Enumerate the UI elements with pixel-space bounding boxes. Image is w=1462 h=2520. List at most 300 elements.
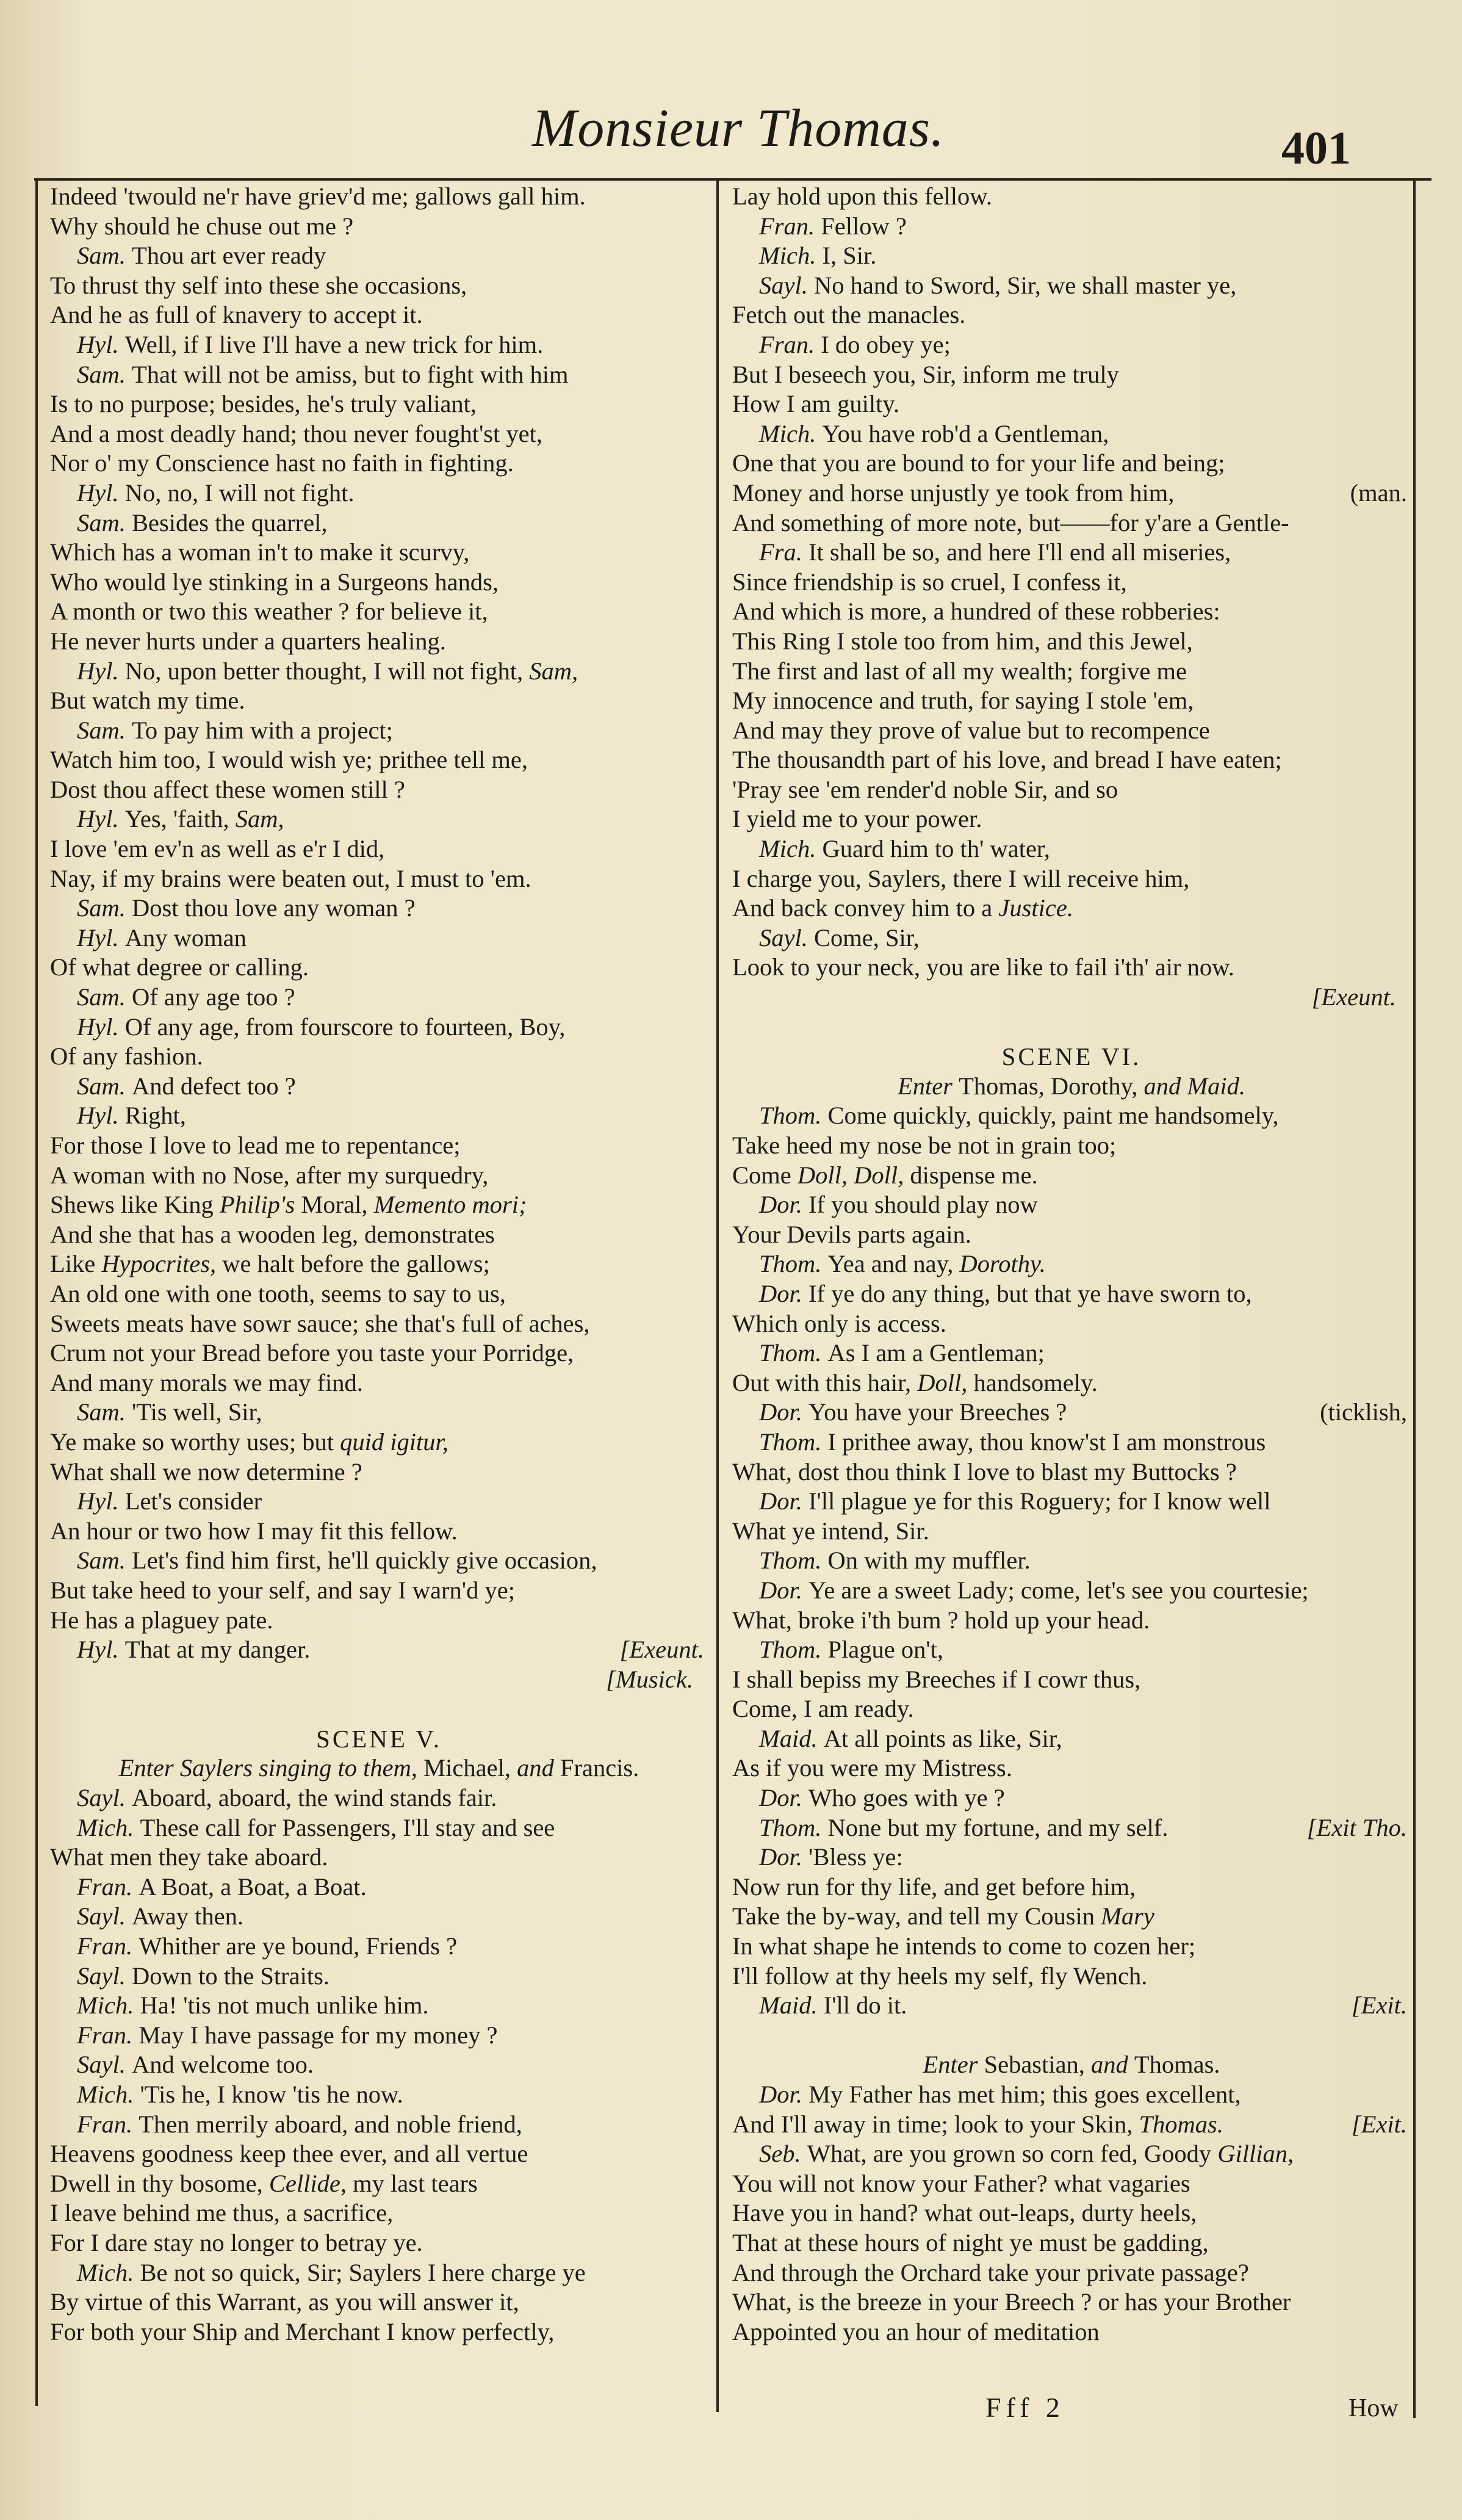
line-text: Let's find him first, he'll quickly give occasion,	[132, 1547, 597, 1575]
left-text-column	[50, 182, 708, 2347]
stage-direction: [Exeunt.	[619, 1636, 704, 1664]
verse-line	[50, 2110, 708, 2140]
verse-line	[50, 330, 708, 360]
verse-line	[50, 2139, 708, 2169]
verse-line	[50, 627, 708, 657]
line-text: No, no, I will not fight.	[124, 478, 355, 507]
verse-line	[50, 2169, 708, 2199]
verse-line	[732, 478, 1411, 508]
line-text: Of any age, from fourscore to fourteen, Boy,	[124, 1013, 566, 1041]
line-text: Besides the quarrel,	[132, 508, 328, 536]
verse-line	[50, 2080, 708, 2110]
verse-line	[732, 568, 1411, 598]
line-text: And he as full of knavery to accept it.	[50, 301, 423, 329]
italic-word: Hypocrites,	[101, 1250, 223, 1278]
speaker-prefix: Thom.	[759, 1813, 828, 1841]
line-text: Have you in hand? what out-leaps, durty heels,	[732, 2199, 1197, 2227]
verse-line	[732, 419, 1411, 449]
line-text: The thousandth part of his love, and bread I have eaten;	[732, 746, 1282, 774]
scene-heading	[50, 1724, 708, 1754]
speaker-prefix: Sayl.	[759, 923, 814, 951]
line-text: Of what degree or calling.	[50, 953, 309, 981]
speaker-prefix: Fra.	[759, 538, 808, 566]
verse-line	[732, 1161, 1411, 1191]
verse-line	[50, 1101, 708, 1131]
verse-line	[50, 1457, 708, 1487]
line-text: Any woman	[124, 923, 247, 951]
scene-heading-text: SCENE V.	[316, 1724, 442, 1753]
verse-line	[732, 686, 1411, 716]
verse-line	[732, 1101, 1411, 1131]
stage-direction: [Exit Tho.	[1306, 1813, 1407, 1841]
line-text: Away then.	[131, 1902, 243, 1930]
line-text: That at these hours of night ye must be gadding,	[732, 2228, 1209, 2256]
verse-line	[50, 419, 708, 449]
line-text: Like	[50, 1250, 102, 1278]
verse-line	[732, 1813, 1411, 1843]
direction-italic: and	[1143, 1072, 1187, 1100]
line-text: Plague on't,	[827, 1636, 944, 1664]
line-text: And defect too ?	[132, 1072, 296, 1100]
line-text: dispense me.	[910, 1161, 1038, 1189]
line-text: That will not be amiss, but to fight with him	[132, 360, 569, 388]
entrance-direction	[732, 2050, 1411, 2080]
line-text: And welcome too.	[131, 2051, 314, 2079]
verse-line	[50, 1487, 708, 1517]
speaker-prefix: Mich.	[77, 1813, 140, 1841]
line-text: 'Bless ye:	[808, 1843, 903, 1871]
italic-word: Doll,	[917, 1368, 974, 1396]
verse-line	[732, 1249, 1411, 1279]
verse-line	[732, 804, 1411, 834]
speaker-prefix: Thom.	[759, 1250, 828, 1278]
speaker-prefix: Hyl.	[77, 1487, 125, 1515]
line-text: Sweets meats have sowr sauce; she that's full of aches,	[50, 1309, 590, 1337]
line-text: I'll do it.	[823, 1991, 907, 2020]
italic-word: Memento mori;	[373, 1191, 527, 1219]
speaker-prefix: Mich.	[77, 2081, 140, 2108]
line-text: Is to no purpose; besides, he's truly valiant,	[50, 390, 477, 418]
line-text: An old one with one tooth, seems to say to us,	[50, 1279, 506, 1307]
character-names: Francis.	[560, 1754, 639, 1782]
verse-line	[732, 864, 1411, 894]
verse-line	[50, 1991, 708, 2021]
line-text: I leave behind me thus, a sacrifice,	[50, 2199, 394, 2227]
character-names: Sebastian,	[984, 2051, 1092, 2079]
verse-line	[50, 300, 708, 330]
column-divider-rule	[716, 178, 719, 2412]
turnover-word: (ticklish,	[1320, 1398, 1407, 1426]
stage-direction: [Exit.	[1351, 1991, 1407, 2020]
character-names: Michael,	[423, 1754, 517, 1782]
verse-line	[732, 1962, 1411, 1991]
line-text: It shall be so, and here I'll end all miseries,	[808, 538, 1231, 566]
line-text: I do obey ye;	[821, 330, 951, 358]
verse-line	[732, 1902, 1411, 1932]
line-text: Yea and nay,	[827, 1250, 960, 1278]
line-text: I shall bepiss my Breeches if I cowr thus,	[732, 1665, 1141, 1693]
verse-line	[50, 804, 708, 834]
line-text: 'Pray see 'em render'd noble Sir, and so	[732, 775, 1118, 803]
verse-line	[50, 1546, 708, 1576]
verse-line	[732, 657, 1411, 687]
verse-line	[732, 1576, 1411, 1606]
line-text: Dost thou love any woman ?	[132, 894, 416, 922]
verse-line	[732, 182, 1411, 212]
line-text: we halt before the gallows;	[222, 1250, 490, 1278]
verse-line	[50, 894, 708, 923]
verse-line	[732, 1694, 1411, 1724]
speaker-prefix: Maid.	[759, 1724, 824, 1752]
verse-line	[50, 568, 708, 598]
speaker-prefix: Fran.	[77, 1872, 139, 1901]
line-text: Your Devils parts again.	[732, 1220, 971, 1248]
line-text: Since friendship is so cruel, I confess it,	[732, 568, 1127, 596]
italic-word: quid igitur,	[340, 1428, 448, 1456]
verse-line	[50, 834, 708, 864]
line-text: Moral,	[301, 1191, 374, 1219]
italic-word: Sam,	[529, 657, 578, 685]
line-text: What, broke i'th bum ? hold up your head.	[732, 1606, 1150, 1634]
line-text: Yes, 'faith,	[124, 805, 236, 833]
line-text: Thou art ever ready	[132, 242, 326, 270]
line-text: In what shape he intends to come to cozen her;	[732, 1932, 1196, 1960]
verse-line	[50, 2198, 708, 2228]
speaker-prefix: Sam.	[77, 894, 132, 922]
line-text: On with my muffler.	[827, 1547, 1031, 1575]
italic-word: Dorothy.	[959, 1250, 1046, 1278]
line-text: If you should play now	[808, 1191, 1038, 1219]
verse-line	[732, 2317, 1411, 2347]
line-text: You will not know your Father? what vagaries	[732, 2169, 1190, 2197]
verse-line	[732, 2169, 1411, 2199]
line-text: Right,	[124, 1102, 186, 1130]
verse-line	[732, 1665, 1411, 1695]
verse-line	[732, 2287, 1411, 2317]
line-text: Take heed my nose be not in grain too;	[732, 1132, 1117, 1159]
verse-line	[50, 1872, 708, 1902]
verse-line	[732, 1428, 1411, 1457]
speaker-prefix: Sam.	[77, 360, 132, 388]
verse-line	[50, 1576, 708, 1606]
line-text: At all points as like, Sir,	[823, 1724, 1062, 1752]
speaker-prefix: Maid.	[759, 1991, 824, 2020]
speaker-prefix: Dor.	[759, 1398, 809, 1426]
verse-line	[732, 1843, 1411, 1872]
speaker-prefix: Hyl.	[77, 923, 125, 951]
line-text: You have rob'd a Gentleman,	[822, 419, 1109, 447]
speaker-prefix: Thom.	[759, 1339, 828, 1367]
verse-line	[50, 657, 708, 687]
entrance-direction	[732, 1072, 1411, 1102]
line-text: Fetch out the manacles.	[732, 301, 966, 329]
line-text: Indeed 'twould ne'r have griev'd me; gallows gall him.	[50, 182, 586, 210]
line-text: For those I love to lead me to repentance;	[50, 1132, 461, 1159]
verse-line	[50, 1398, 708, 1428]
line-text: And many morals we may find.	[50, 1368, 363, 1396]
line-text: One that you are bound to for your life and being;	[732, 449, 1225, 477]
line-text: Why should he chuse out me ?	[50, 212, 354, 240]
line-text: Shews like King	[50, 1191, 220, 1219]
verse-line	[732, 834, 1411, 864]
verse-line	[732, 1220, 1411, 1250]
catchword: How	[1349, 2394, 1399, 2422]
character-names: Thomas, Dorothy,	[959, 1072, 1144, 1100]
line-text: If ye do any thing, but that ye have sworn to,	[808, 1279, 1252, 1307]
line-text: Be not so quick, Sir; Saylers I here charge ye	[140, 2258, 586, 2286]
signature-mark: Fff 2	[985, 2392, 1065, 2423]
verse-line	[50, 953, 708, 983]
direction-italic: Enter	[923, 2051, 984, 2079]
line-text: And something of more note, but——for y'are a Gentle-	[732, 508, 1289, 536]
verse-line	[50, 2228, 708, 2258]
verse-line	[732, 449, 1411, 478]
right-rule	[1413, 178, 1416, 2418]
line-text: Come, Sir,	[813, 923, 920, 951]
line-text: But watch my time.	[50, 687, 245, 715]
speaker-prefix: Sayl.	[77, 1962, 132, 1990]
line-text: What, is the breeze in your Breech ? or has your Brother	[732, 2288, 1291, 2316]
speaker-prefix: Fran.	[77, 1932, 139, 1960]
line-text: Dost thou affect these women still ?	[50, 775, 405, 803]
verse-line	[50, 775, 708, 805]
entrance-direction	[50, 1753, 708, 1783]
verse-line	[732, 360, 1411, 390]
line-text: Whither are ye bound, Friends ?	[139, 1932, 458, 1960]
verse-line	[732, 953, 1411, 983]
line-text: Watch him too, I would wish ye; prithee tell me,	[50, 746, 528, 774]
line-text: That at my danger.	[124, 1636, 311, 1664]
speaker-prefix: Thom.	[759, 1636, 828, 1664]
verse-line	[732, 627, 1411, 657]
line-text: Take the by-way, and tell my Cousin	[732, 1902, 1101, 1930]
blank-line	[732, 1013, 1411, 1042]
speaker-prefix: Mich.	[759, 419, 823, 447]
line-text: A month or two this weather ? for believe it,	[50, 598, 488, 626]
line-text: Which only is access.	[732, 1309, 946, 1337]
line-text: What, dost thou think I love to blast my Buttocks ?	[732, 1457, 1237, 1486]
speaker-prefix: Fran.	[77, 2110, 139, 2138]
line-text: And back convey him to a	[732, 894, 999, 922]
speaker-prefix: Thom.	[759, 1102, 828, 1130]
speaker-prefix: Sam.	[77, 1398, 132, 1426]
verse-line	[732, 1368, 1411, 1398]
line-text: Fellow ?	[821, 212, 907, 240]
speaker-prefix: Seb.	[759, 2140, 807, 2168]
line-text: What men they take aboard.	[50, 1843, 328, 1871]
speaker-prefix: Sam.	[77, 1072, 132, 1100]
line-text: May I have passage for my money ?	[139, 2021, 498, 2049]
line-text: To pay him with a project;	[132, 716, 393, 744]
verse-line	[732, 1309, 1411, 1339]
line-text: Come, I am ready.	[732, 1695, 914, 1723]
speaker-prefix: Hyl.	[77, 1013, 125, 1041]
speaker-prefix: Hyl.	[77, 478, 125, 507]
speaker-prefix: Dor.	[759, 1843, 809, 1871]
italic-word: Cellide,	[268, 2169, 353, 2197]
line-text: An hour or two how I may fit this fellow.	[50, 1517, 458, 1545]
verse-line	[732, 1398, 1411, 1428]
line-text: And a most deadly hand; thou never fought'st yet,	[50, 419, 543, 447]
verse-line	[50, 538, 708, 568]
line-text: And may they prove of value but to recompence	[732, 716, 1210, 744]
verse-line	[50, 1249, 708, 1279]
verse-line	[50, 1220, 708, 1250]
verse-line	[50, 449, 708, 478]
verse-line	[732, 1783, 1411, 1813]
line-text: Ye make so worthy uses; but	[50, 1428, 340, 1456]
verse-line	[732, 508, 1411, 538]
verse-line	[732, 1991, 1411, 2021]
line-text: Dwell in thy bosome,	[50, 2169, 269, 2197]
italic-word: Thomas.	[1139, 2110, 1223, 2138]
verse-line	[732, 775, 1411, 805]
verse-line	[732, 2080, 1411, 2110]
verse-line	[732, 2110, 1411, 2140]
line-text: A Boat, a Boat, a Boat.	[139, 1872, 367, 1901]
line-text: For I dare stay no longer to betray ye.	[50, 2228, 423, 2256]
verse-line	[50, 1368, 708, 1398]
line-text: For both your Ship and Merchant I know perfectly,	[50, 2317, 555, 2345]
line-text: Nor o' my Conscience hast no faith in fighting.	[50, 449, 514, 477]
verse-line	[732, 330, 1411, 360]
verse-line	[732, 1457, 1411, 1487]
verse-line	[50, 1932, 708, 1962]
speaker-prefix: Mich.	[77, 1991, 140, 2020]
verse-line	[732, 894, 1411, 923]
speaker-prefix: Sayl.	[77, 2051, 132, 2079]
speaker-prefix: Fran.	[77, 2021, 139, 2049]
verse-line	[732, 1190, 1411, 1220]
verse-line	[50, 360, 708, 390]
speaker-prefix: Mich.	[77, 2258, 140, 2286]
line-text: Let's consider	[124, 1487, 262, 1515]
speaker-prefix: Sam.	[77, 1547, 132, 1575]
character-names: Maid.	[1187, 1072, 1245, 1100]
scene-heading	[732, 1042, 1411, 1072]
verse-line	[50, 2287, 708, 2317]
verse-line	[732, 2198, 1411, 2228]
speaker-prefix: Thom.	[759, 1428, 828, 1456]
speaker-prefix: Dor.	[759, 1487, 809, 1515]
line-text: Out with this hair,	[732, 1368, 918, 1396]
verse-line	[732, 389, 1411, 419]
speaker-prefix: Dor.	[759, 1576, 809, 1604]
verse-line	[732, 1932, 1411, 1962]
verse-line	[732, 212, 1411, 242]
speaker-prefix: Sayl.	[77, 1902, 132, 1930]
stage-direction	[732, 983, 1411, 1013]
verse-line	[50, 1606, 708, 1636]
line-text: These call for Passengers, I'll stay and see	[140, 1813, 555, 1841]
line-text: To thrust thy self into these she occasions,	[50, 271, 467, 299]
line-text: My Father has met him; this goes excellent,	[808, 2081, 1241, 2108]
line-text: my last tears	[353, 2169, 478, 2197]
italic-word: Philip's	[219, 1191, 301, 1219]
italic-word: Sam,	[235, 805, 284, 833]
speaker-prefix: Fran.	[759, 330, 821, 358]
line-text: Aboard, aboard, the wind stands fair.	[131, 1784, 497, 1812]
line-text: What ye intend, Sir.	[732, 1517, 929, 1545]
line-text: By virtue of this Warrant, as you will answer it,	[50, 2288, 519, 2316]
verse-line	[732, 271, 1411, 301]
verse-line	[732, 2139, 1411, 2169]
verse-line	[50, 983, 708, 1013]
line-text: I, Sir.	[822, 242, 877, 270]
line-text: Then merrily aboard, and noble friend,	[139, 2110, 522, 2138]
verse-line	[50, 745, 708, 775]
verse-line	[732, 300, 1411, 330]
verse-line	[50, 716, 708, 746]
verse-line	[732, 923, 1411, 953]
line-text: Crum not your Bread before you taste your Porridge,	[50, 1339, 574, 1367]
direction-italic: and	[517, 1754, 560, 1782]
verse-line	[50, 1962, 708, 1991]
speaker-prefix: Fran.	[759, 212, 821, 240]
verse-line	[50, 1783, 708, 1813]
verse-line	[50, 271, 708, 301]
line-text: Come	[732, 1161, 798, 1189]
line-text: Ha! 'tis not much unlike him.	[140, 1991, 429, 2020]
line-text: This Ring I stole too from him, and this Jewel,	[732, 627, 1193, 655]
line-text: But I beseech you, Sir, inform me truly	[732, 360, 1119, 388]
verse-line	[50, 1517, 708, 1547]
verse-line	[732, 1546, 1411, 1576]
verse-line	[50, 1902, 708, 1932]
line-text: Who goes with ye ?	[808, 1784, 1005, 1812]
italic-word: Gillian,	[1217, 2140, 1294, 2168]
line-text: No hand to Sword, Sir, we shall master ye,	[813, 271, 1237, 299]
line-text: He never hurts under a quarters healing.	[50, 627, 446, 655]
verse-line	[732, 716, 1411, 746]
verse-line	[50, 1428, 708, 1457]
line-text: Nay, if my brains were beaten out, I must to 'em.	[50, 864, 531, 892]
speaker-prefix: Sam.	[77, 242, 132, 270]
line-text: Look to your neck, you are like to fail i'th' air now.	[732, 953, 1234, 981]
verse-line	[732, 2258, 1411, 2288]
line-text: Who would lye stinking in a Surgeons hands,	[50, 568, 499, 596]
verse-line	[50, 923, 708, 953]
line-text: Down to the Straits.	[131, 1962, 329, 1990]
speaker-prefix: Dor.	[759, 1784, 809, 1812]
verse-line	[50, 241, 708, 271]
page-number: 401	[1281, 123, 1351, 174]
speaker-prefix: Hyl.	[77, 805, 125, 833]
stage-direction: [Exit.	[1351, 2110, 1407, 2138]
line-text: And which is more, a hundred of these robberies:	[732, 598, 1220, 626]
verse-line	[50, 2021, 708, 2051]
turnover-word: (man.	[1350, 478, 1407, 507]
line-text: But take heed to your self, and say I warn'd ye;	[50, 1576, 515, 1604]
line-text: Money and horse unjustly ye took from him,	[732, 478, 1175, 507]
line-text: Lay hold upon this fellow.	[732, 182, 992, 210]
verse-line	[50, 597, 708, 627]
top-rule	[34, 178, 1431, 181]
line-text: A woman with no Nose, after my surquedry,	[50, 1161, 489, 1189]
speaker-prefix: Dor.	[759, 2081, 809, 2108]
line-text: No, upon better thought, I will not fight,	[124, 657, 530, 685]
line-text: I yield me to your power.	[732, 805, 982, 833]
verse-line	[50, 1131, 708, 1161]
verse-line	[50, 1635, 708, 1665]
verse-line	[50, 1309, 708, 1339]
speaker-prefix: Dor.	[759, 1279, 809, 1307]
scene-heading-text: SCENE VI.	[1001, 1042, 1142, 1071]
verse-line	[732, 241, 1411, 271]
verse-line	[732, 2228, 1411, 2258]
verse-line	[50, 1161, 708, 1191]
line-text: And I'll away in time; look to your Skin,	[732, 2110, 1139, 2138]
